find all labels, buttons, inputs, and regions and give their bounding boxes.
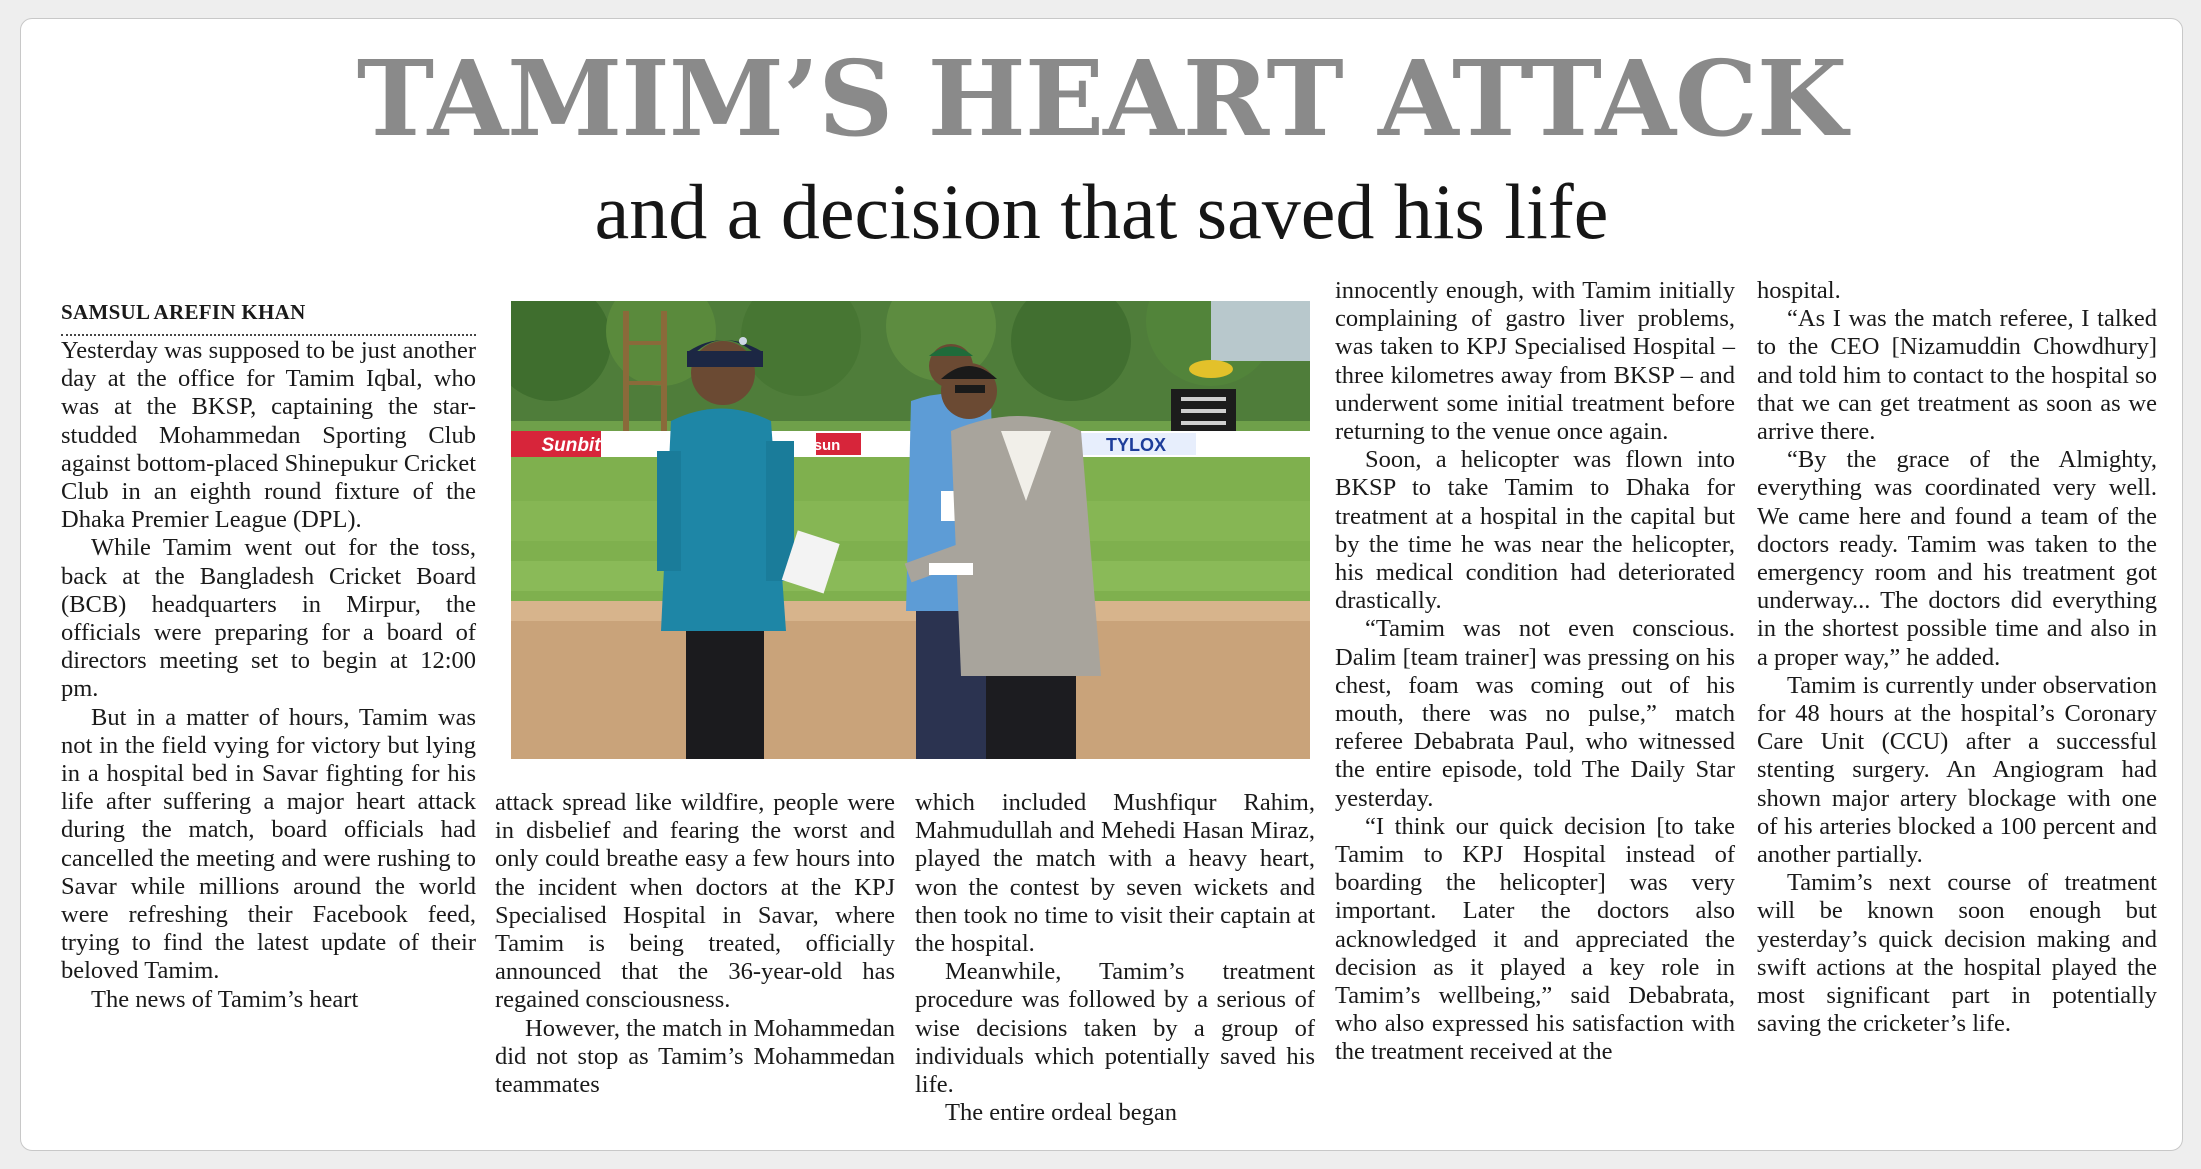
- article-column-2: [495, 789, 895, 1099]
- ad-sign-sun: sun: [813, 437, 841, 454]
- article-column-3: [915, 789, 1315, 1127]
- paragraph: Soon, a helicopter was flown into BKSP to take Tamim to Dhaka for treatment at a hospital in the capital but by the time he was near the helicopter, his medical condition had deteriorated drastically.: [1335, 446, 1735, 615]
- paragraph: “By the grace of the Almighty, everything was coordinated very well. We came here and found a team of the doctors ready. Tamim was taken to the emergency room and his treatment got underway... The doctors did everything in the shortest possible time and also in a proper way,” he added.: [1757, 446, 2157, 671]
- paragraph: However, the match in Mohammedan did not stop as Tamim’s Mohammedan teammates: [495, 1014, 895, 1099]
- paragraph: innocently enough, with Tamim initially complaining of gastro liver problems, was taken to KPJ Specialised Hospital – three kilometres away from BKSP – and underwent some initial treatment before returning to the venue once again.: [1335, 277, 1735, 446]
- ad-sign-tylox: TYLOX: [1105, 435, 1167, 455]
- paragraph: The entire ordeal began: [945, 1099, 1177, 1127]
- paragraph: Tamim is currently under observation for 48 hours at the hospital’s Coronary Care Unit (CCU) after a successful stenting surgery. An Angiogram had shown major artery blockage with one of his arteries blocked a 100 percent and another partially.: [1757, 671, 2157, 869]
- article-column-1: [61, 337, 476, 1014]
- byline-divider: [61, 334, 476, 336]
- subheadline: and a decision that saved his life: [594, 168, 1609, 255]
- byline: SAMSUL AREFIN KHAN: [61, 300, 306, 324]
- paragraph: Yesterday was supposed to be just another day at the office for Tamim Iqbal, who was at the BKSP, captaining the star-studded Mohammedan Sporting Club against bottom-placed Shinepukur Cricket Club in an eighth round fixture of the Dhaka Premier League (DPL).: [61, 337, 476, 534]
- paragraph: “I think our quick decision [to take Tamim to KPJ Hospital instead of boarding the helicopter] was very important. Later the doctors also acknowledged it and appreciated the decision as it played a key role in Tamim’s wellbeing,” said Debabrata, who also expressed his satisfaction with the treatment received at the: [1335, 812, 1735, 1066]
- paragraph: “As I was the match referee, I talked to the CEO [Nizamuddin Chowdhury] and told him to contact to the hospital so that we can get treatment as soon as we arrive there.: [1757, 305, 2157, 446]
- paragraph: Meanwhile, Tamim’s treatment procedure was followed by a serious of wise decisions taken by a group of individuals which potentially saved his life.: [915, 958, 1315, 1099]
- paragraph: “Tamim was not even conscious. Dalim [team trainer] was pressing on his chest, foam was coming out of his mouth, there was no pulse,” match referee Debabrata Paul, who witnessed the entire episode, told The Daily Star yesterday.: [1335, 615, 1735, 812]
- paragraph: But in a matter of hours, Tamim was not in the field vying for victory but lying in a hospital bed in Savar fighting for his life after suffering a major heart attack during the match, board officials had cancelled the meeting and were rushing to Savar while millions around the world were refreshing their Facebook feed, trying to find the latest update of their beloved Tamim.: [61, 703, 476, 985]
- paragraph: While Tamim went out for the toss, back at the Bangladesh Cricket Board (BCB) headquarters in Mirpur, the officials were preparing for a board of directors meeting set to begin at 12:00 pm.: [61, 534, 476, 703]
- article-column-4: [1335, 277, 1735, 1067]
- paragraph: attack spread like wildfire, people were in disbelief and fearing the worst and only could breathe easy a few hours into the incident when doctors at the KPJ Specialised Hospital in Savar, where Tamim is being treated, officially announced that the 36-year-old has regained consciousness.: [495, 789, 895, 1014]
- newspaper-clipping: [20, 18, 2183, 1151]
- toss-photo: [511, 301, 1310, 759]
- paragraph: hospital.: [1757, 277, 1841, 304]
- article-column-5: [1757, 277, 2157, 1038]
- ad-sign-sunbit: Sunbit: [541, 435, 601, 456]
- headline: TAMIM’S HEART ATTACK: [356, 37, 1847, 160]
- paragraph: Tamim’s next course of treatment will be known soon enough but yesterday’s quick decision making and swift actions at the hospital played the most significant part in potentially saving the cricketer’s life.: [1757, 869, 2157, 1038]
- paragraph: The news of Tamim’s heart: [91, 985, 359, 1013]
- paragraph: which included Mushfiqur Rahim, Mahmudullah and Mehedi Hasan Miraz, played the match with a heavy heart, won the contest by seven wickets and then took no time to visit their captain at the hospital.: [915, 789, 1315, 958]
